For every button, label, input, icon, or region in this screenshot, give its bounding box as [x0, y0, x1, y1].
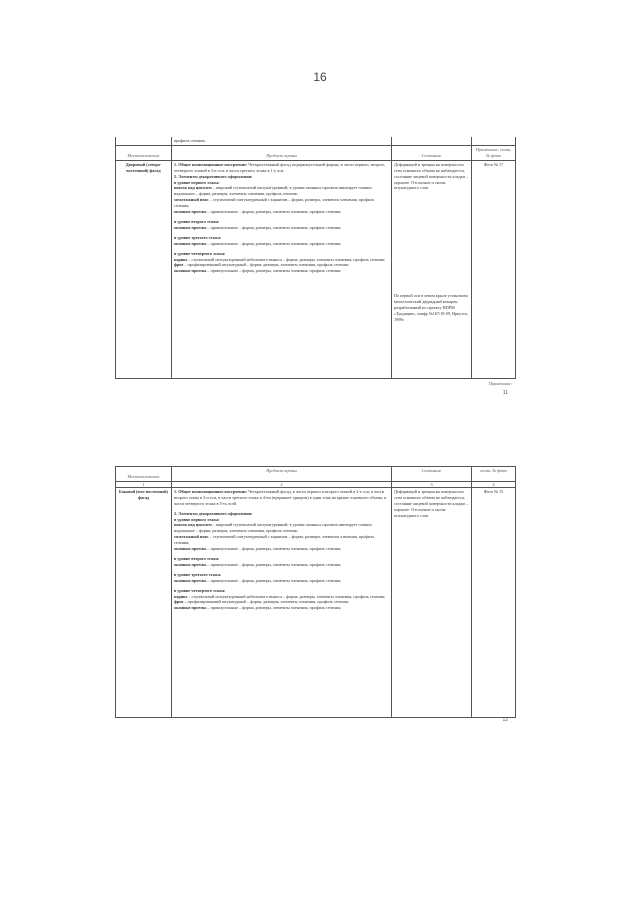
column-number: 1	[116, 481, 172, 487]
subject-description: Четырехэтажный фасад подпрямоугольной формы, в части первого, второго, четвертого этажей в 3-и оси, в части третьего этажа в 1-у оси.	[174, 161, 386, 173]
subject-description: – прямоугольные – форма, размеры, элементы членения, профиль сечения;	[206, 561, 342, 567]
sheet-number-1: 11	[502, 390, 508, 396]
subject-cell	[172, 160, 392, 378]
subject-paragraph	[174, 489, 389, 507]
photo-cell: Фото № 15	[472, 487, 516, 717]
protection-table-2	[115, 466, 516, 718]
photo-cell: Фото № 17	[472, 160, 516, 378]
subject-description: – профилированный штукатурный – форма, размеры, элементы членения, профиль сечения;	[183, 599, 349, 605]
sheet-number-2: 12	[502, 717, 508, 723]
subject-term: карниз	[174, 593, 188, 599]
condition-text-2: По первой оси в левом крыле установлен металлический двурядный козырек, разработанный по проекту НПРМ «Традиция», шифр №167/18-09, Иркутск, 1999г.	[394, 293, 469, 322]
subject-description: – широкий ступенчатый оштукатуренный; в уровне оконных проемов имитирует главное надоконное – форма, размеры, элементы членения, профиль сечения;	[174, 522, 373, 534]
subject-term: карниз	[174, 256, 188, 262]
subject-term: 2. Элементы декоративного оформления:	[174, 173, 253, 179]
subject-description: – ступенчатый оштукатуренный с карнизом – форма, размеры, элементы членения, профиль сечения;	[174, 534, 375, 546]
subject-term: в уровне третьего этажа:	[174, 571, 222, 577]
subject-paragraph	[174, 268, 389, 274]
column-number: 3	[392, 481, 472, 487]
subject-description: – широкий ступенчатый оштукатуренный; в уровне оконных проемов имитирует главное надоконное – форма, размеры, элементы членения, профиль сечения;	[174, 185, 373, 197]
subject-term: поясок над цоколем	[174, 522, 212, 528]
subject-term: оконные проемы	[174, 605, 207, 611]
table-row	[116, 487, 516, 717]
subject-description: – прямоугольные – форма, размеры, элементы членения, профиль сечения;	[206, 209, 342, 215]
subject-term: в уровне первого этажа:	[174, 516, 220, 522]
subject-term: 1. Общее композиционное построение:	[174, 488, 248, 494]
subject-term: оконные проемы	[174, 561, 207, 567]
subject-term: межэтажный пояс	[174, 197, 209, 203]
subject-term: в уровне второго этажа:	[174, 555, 220, 561]
column-number: 4	[472, 481, 516, 487]
subject-description: – прямоугольные – форма, размеры, элементы членения, профиль сечения;	[206, 577, 342, 583]
header-subject: Предмет охраны	[172, 467, 392, 482]
subject-paragraph	[174, 522, 389, 534]
subject-paragraph	[174, 185, 389, 197]
subject-term: 2. Элементы декоративного оформления:	[174, 510, 253, 516]
document-sheet-2	[115, 466, 516, 723]
header-subject: Предмет охраны	[172, 145, 392, 160]
subject-description: – прямоугольные – форма, размеры, элементы членения, профиль сечения;	[206, 546, 342, 552]
subject-description: – ступенчатый оштукатуренный с карнизом – форма, размеры, элементы членения, профиль сечения;	[174, 197, 375, 209]
subject-description: – прямоугольные – форма, размеры, элементы членения, профиль сечения;	[206, 268, 342, 274]
document-sheet-1	[115, 137, 516, 396]
table-row	[116, 160, 516, 378]
continuation-text: профиль сечения;	[172, 137, 392, 145]
header-row	[116, 467, 516, 482]
subject-description: – прямоугольные – форма, размеры, элементы членения, профиль сечения;	[206, 224, 342, 230]
condition-text-1: Деформаций и трещин на поверхности стен основного объема не наблюдается, состояние лицевой поверхности кладки – хорошее. Отслоение и сколы штукатурного слоя.	[394, 161, 469, 191]
header-condition: Состояние	[392, 467, 472, 482]
header-condition: Состояние	[392, 145, 472, 160]
subject-term: оконные проемы	[174, 240, 207, 246]
subject-term: поясок над цоколем	[174, 185, 212, 191]
header-photo: схема, № фото	[472, 467, 516, 482]
subject-term: оконные проемы	[174, 224, 207, 230]
photo-note: Примечание:	[488, 381, 512, 386]
location-cell: Дворовый (северо-восточный) фасад	[116, 160, 172, 378]
subject-term: оконные проемы	[174, 546, 207, 552]
subject-description: – прямоугольные – форма, размеры, элементы членения, профиль сечения;	[206, 240, 342, 246]
subject-description: – ступенчатый оштукатуренный небольшого выноса – форма, размеры, элементы членения, профиль сечения;	[187, 256, 386, 262]
subject-description: – прямоугольные – форма, размеры, элементы членения, профиль сечения;	[206, 605, 342, 611]
condition-cell: Деформаций и трещин на поверхности стен основного объема не наблюдается, состояние лицевой поверхности кладки – хорошее. Отслоение и сколы штукатурного слоя.	[392, 487, 472, 717]
header-location: Местоположение	[116, 145, 172, 160]
location-cell: Боковой (юго-восточный) фасад	[116, 487, 172, 717]
subject-term: межэтажный пояс	[174, 534, 209, 540]
subject-term: фриз	[174, 599, 184, 605]
protection-table-1	[115, 137, 516, 379]
subject-paragraph	[174, 162, 389, 174]
subject-term: оконные проемы	[174, 209, 207, 215]
subject-cell	[172, 487, 392, 717]
subject-paragraph	[174, 605, 389, 611]
subject-term: 1. Общее композиционное построение:	[174, 161, 248, 167]
subject-term: в уровне второго этажа:	[174, 218, 220, 224]
subject-term: в уровне третьего этажа:	[174, 234, 222, 240]
continuation-row	[116, 137, 516, 145]
header-row	[116, 145, 516, 160]
subject-description: – профилированный штукатурный – форма, размеры, элементы членения, профиль сечения;	[183, 262, 349, 268]
subject-term: оконные проемы	[174, 268, 207, 274]
subject-term: оконные проемы	[174, 577, 207, 583]
subject-term: в уровне первого этажа:	[174, 179, 220, 185]
subject-description: – ступенчатый оштукатуренный небольшого выноса – форма, размеры, элементы членения, профиль сечения;	[187, 593, 386, 599]
column-number: 2	[172, 481, 392, 487]
subject-paragraph	[174, 534, 389, 546]
subject-term: фриз	[174, 262, 184, 268]
header-location: Местоположение	[116, 467, 172, 482]
header-photo: Примечание: схема, № фото	[472, 145, 516, 160]
subject-term: в уровне четвертого этажа:	[174, 250, 226, 256]
subject-description: Четырехэтажный фасад, в части первого и второго этажей в 2-е оси, в части второго этажа в 3-и оси, в части третьего этажа в 4-ем (прерывает эркером) в один этаж на крыше основного объема; в части четвертого этажа в 5-ть осей.	[174, 488, 387, 506]
subject-paragraph	[174, 197, 389, 209]
page-number: 16	[313, 70, 327, 84]
condition-cell	[392, 160, 472, 378]
subject-term: в уровне четвертого этажа:	[174, 587, 226, 593]
